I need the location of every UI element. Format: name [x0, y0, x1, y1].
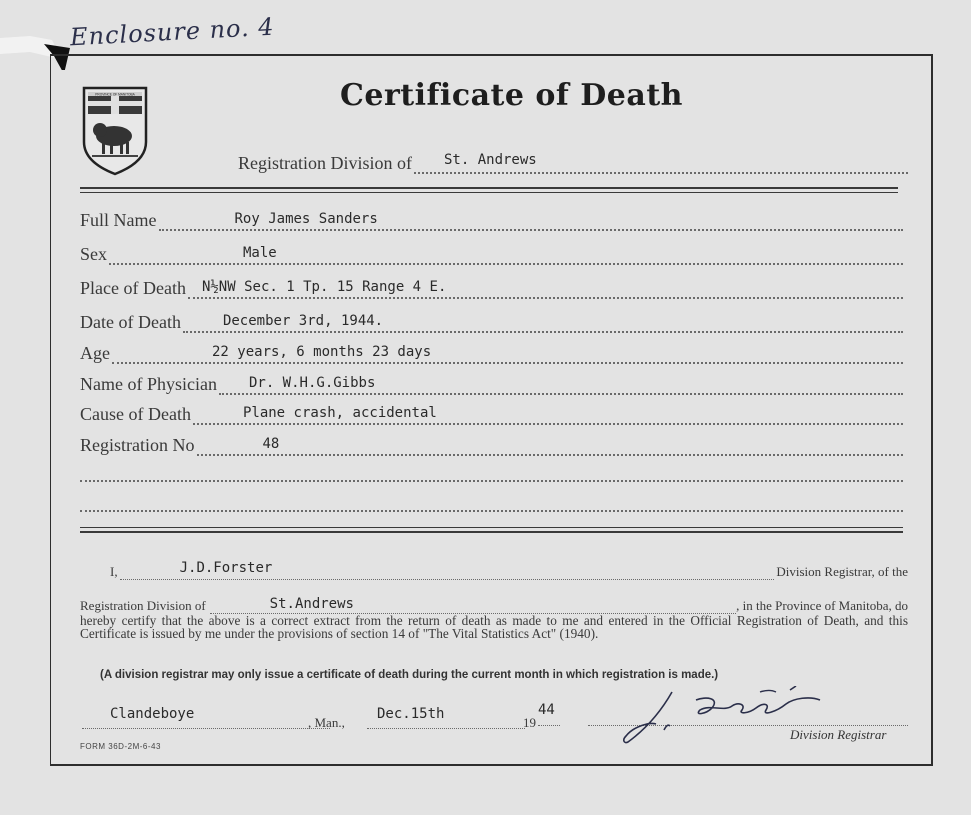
- field-value: 22 years, 6 months 23 days: [212, 344, 432, 360]
- cert-year-prefix: 19: [523, 715, 536, 730]
- field-value: 48: [262, 436, 280, 452]
- field-cause-of-death: [80, 404, 903, 425]
- field-sex: [80, 244, 903, 265]
- header-division-value: St. Andrews: [444, 152, 537, 168]
- field-value: Male: [243, 245, 277, 261]
- enclosure-annotation: Enclosure no. 4: [69, 12, 276, 52]
- mid-rule-thin: [80, 527, 903, 528]
- cert-province-text: , in the Province of Manitoba, do: [736, 598, 908, 613]
- field-full-name: [80, 210, 903, 231]
- field-value: Roy James Sanders: [234, 211, 378, 227]
- field-label: Age: [80, 343, 110, 363]
- cert-year-suffix: 44: [538, 702, 555, 718]
- cert-date-row: [365, 706, 525, 729]
- crest-banner-text: PROVINCE OF MANITOBA: [95, 92, 135, 97]
- cert-i-label: I,: [110, 564, 118, 579]
- cert-registrar-of-label: Division Registrar, of the: [776, 564, 908, 579]
- cert-body-text: hereby certify that the above is a correct extract from the return of death as made to me and entered in the Official Registration of Death, and this Certificate is issued by me under the provisions of section 14 of "The Vital Statistics Act" (1940).: [80, 613, 908, 641]
- cert-place-row: [80, 706, 330, 729]
- field-value: N½NW Sec. 1 Tp. 15 Range 4 E.: [201, 279, 447, 295]
- field-place-of-death: [80, 278, 903, 299]
- header-division-row: [238, 153, 908, 174]
- cert-division-value: St.Andrews: [269, 596, 354, 612]
- cert-place: Clandeboye: [110, 706, 195, 722]
- cert-registrar-name: J.D.Forster: [179, 560, 273, 576]
- field-label: Full Name: [80, 210, 157, 230]
- cert-division-label: Registration Division of: [80, 598, 206, 613]
- manitoba-crest-icon: [80, 84, 150, 176]
- field-value: Plane crash, accidental: [242, 405, 437, 421]
- top-rule: [80, 187, 898, 189]
- field-registration-no: [80, 435, 903, 456]
- field-label: Place of Death: [80, 278, 186, 298]
- field-value: Dr. W.H.G.Gibbs: [248, 375, 376, 391]
- cert-division-row: [80, 597, 908, 614]
- year-line: [538, 725, 560, 726]
- field-label: Name of Physician: [80, 374, 217, 394]
- field-value: December 3rd, 1944.: [222, 313, 384, 329]
- certificate-title: Certificate of Death: [340, 78, 683, 113]
- mid-rule: [80, 531, 903, 533]
- cert-registrar-row: [110, 560, 908, 580]
- field-age: [80, 343, 903, 364]
- blank-line: [80, 510, 903, 512]
- header-division-label: Registration Division of: [238, 153, 412, 173]
- field-date-of-death: [80, 312, 903, 333]
- cert-date: Dec.15th: [377, 706, 445, 722]
- form-number: FORM 36D-2M-6-43: [80, 742, 161, 751]
- signature-title: Division Registrar: [790, 727, 887, 742]
- field-physician: [80, 374, 903, 395]
- field-label: Date of Death: [80, 312, 181, 332]
- cert-man-label: , Man.,: [308, 715, 345, 730]
- field-label: Registration No: [80, 435, 195, 455]
- field-label: Cause of Death: [80, 404, 191, 424]
- field-label: Sex: [80, 244, 107, 264]
- cert-notice: (A division registrar may only issue a certificate of death during the current month in which registration is made.): [100, 669, 719, 681]
- top-rule-thin: [80, 192, 898, 193]
- blank-line: [80, 480, 903, 482]
